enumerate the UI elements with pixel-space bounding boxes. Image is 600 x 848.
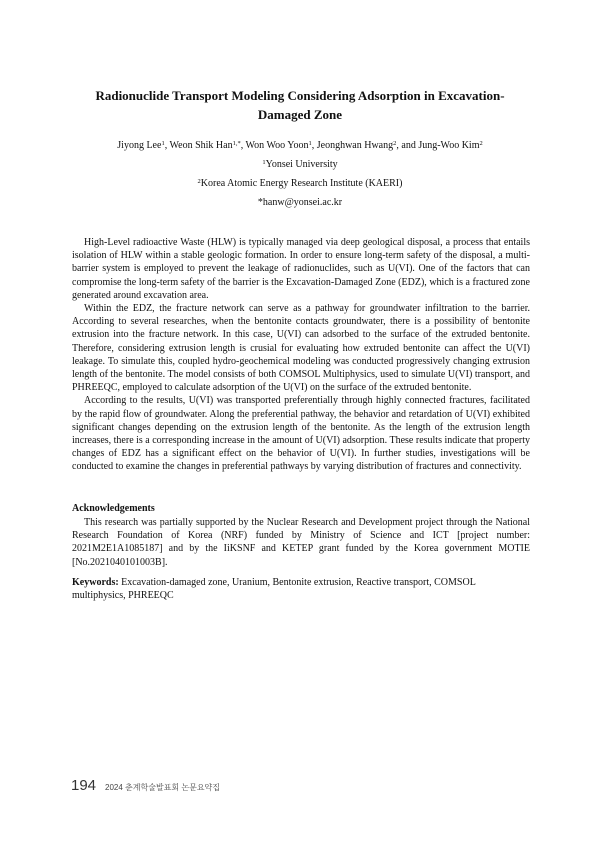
title-line-2: Damaged Zone xyxy=(257,107,343,122)
abstract-paragraph: According to the results, U(VI) was transported preferentially through highly connected fractures, facilitated by the rapid flow of groundwater. Along the preferential pathway, the behavior and retardation of U(VI) exhibited significant changes depending on the extrusion length of the bentonite. As the length of the extrusion length increases, there is a corresponding increase in the amount of U(VI) adsorption. These results indicate that property changes of EDZ has a significant effect on the behavior of U(VI). In further studies, investigations will be conducted to examine the changes in preferential pathways by varying distribution of fractures and connectivity. xyxy=(72,395,530,473)
acknowledgements-text: This research was partially supported by the Nuclear Research and Development project through the National Research Foundation of Korea (NRF) funded by Ministry of Science and ICT [project number: 2021M2E1A1085187] and by the IiKSNF and KETEP grant funded by the Korea government MOTIE [No.2021040101003B]. xyxy=(72,517,530,568)
page-number: 194 xyxy=(71,777,97,794)
title-line-1: Radionuclide Transport Modeling Considering Adsorption in Excavation- xyxy=(95,88,505,103)
author-affiliation-mark: 2 xyxy=(479,140,483,147)
paper-title xyxy=(80,86,520,124)
author-separator: , xyxy=(240,140,246,151)
affiliation-name: Yonsei University xyxy=(265,159,338,170)
keywords-label: Keywords: xyxy=(72,577,119,588)
author-separator: , xyxy=(311,140,317,151)
author-name: Jiyong Lee xyxy=(117,140,162,151)
author-name: Weon Shik Han xyxy=(169,140,233,151)
author-affiliation-mark: 2 xyxy=(393,140,397,147)
author-separator: , xyxy=(164,140,170,151)
author-list xyxy=(60,139,540,153)
affiliation-2 xyxy=(60,177,540,191)
author-name: Jeonghwan Hwang xyxy=(316,140,394,151)
affiliation-mark: 1 xyxy=(262,159,266,166)
page-footer xyxy=(71,777,220,794)
abstract-paragraph: High-Level radioactive Waste (HLW) is typically managed via deep geological disposal, a process that entails isolation of HLW within a stable geologic formation. In order to ensure long-term safety of the disposal, a multi-barrier system is employed to prevent the leakage of radionuclides, such as U(VI). One of the factors that can compromise the long-term safety of the barrier is the Excavation-Damaged Zone (EDZ), which is a fractured zone generated around excavation area. xyxy=(72,237,530,301)
conference-proceedings-name: 2024 춘계학술발표회 논문요약집 xyxy=(105,783,221,792)
affiliation-mark: 2 xyxy=(197,178,201,185)
keywords xyxy=(72,576,530,602)
author-name: Won Woo Yoon xyxy=(245,140,309,151)
keywords-text: Excavation-damaged zone, Uranium, Bentonite extrusion, Reactive transport, COMSOL multiphysics, PHREEQC xyxy=(72,577,476,602)
author-separator: , and xyxy=(396,140,419,151)
author-affiliation-mark: 1 xyxy=(161,140,165,147)
acknowledgements-body xyxy=(72,516,530,569)
author-affiliation-mark: 1 xyxy=(308,140,312,147)
author-affiliation-mark: 1,* xyxy=(232,140,241,147)
author-name: Jung-Woo Kim xyxy=(418,140,480,151)
acknowledgements-heading: Acknowledgements xyxy=(72,503,155,514)
affiliation-name: Korea Atomic Energy Research Institute (KAERI) xyxy=(200,178,403,189)
affiliation-1 xyxy=(60,158,540,172)
abstract-body xyxy=(72,236,530,474)
abstract-paragraph: Within the EDZ, the fracture network can serve as a pathway for groundwater infiltration to the barrier. According to several researches, when the bentonite contacts groundwater, there is a possibility of bentonite extrusion into the fracture network. In this case, U(VI) can adsorbed to the surface of the extruded bentonite. Therefore, considering extrusion length is crusial for evaluating how extruded bentonite can affect the U(VI) leakage. To simulate this, coupled hydro-geochemical modeling was conducted progressively changing extrusion length of the bentonite. The model consists of both COMSOL Multiphysics, used to simulate U(VI) transport, and PHREEQC, employed to calculate adsorption of the U(VI) on the surface of the extruded bentonite. xyxy=(72,303,530,394)
corresponding-email: *hanw@yonsei.ac.kr xyxy=(257,197,343,208)
